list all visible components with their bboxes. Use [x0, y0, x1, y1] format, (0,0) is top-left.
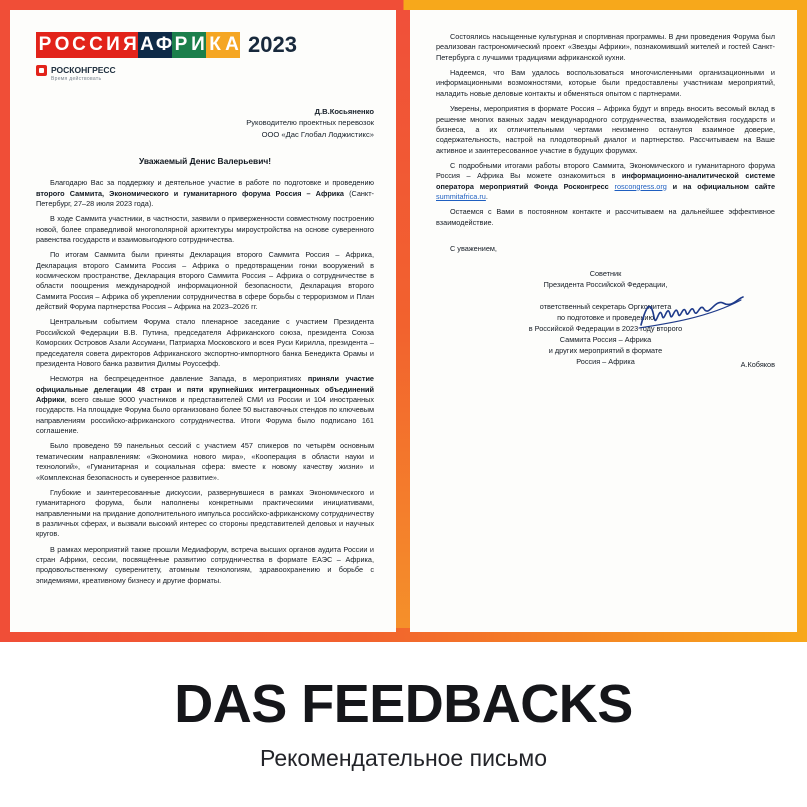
right-page-body: [436, 32, 775, 228]
signatory-title-line: в Российской Федерации в 2023 году второго: [528, 323, 683, 333]
paragraph: [436, 161, 775, 202]
frame-left-bar: [0, 0, 10, 640]
logo-tile: Р: [172, 32, 189, 58]
paragraph: [436, 104, 775, 156]
logo-tile: С: [70, 32, 87, 58]
document-page-left: [10, 10, 396, 632]
addressee-block: [36, 106, 374, 140]
logo-tile: К: [206, 32, 223, 58]
roscongress-name: РОСКОНГРЕСС: [51, 64, 116, 75]
body-text-run: В рамках мероприятий также прошли Медиафорум, встреча высших органов аудита России и стран Африки, сессии, посвящённые развитию сотрудничества в формате ЕАЭС – Африка, продовольственному суверенитету, атомным технологиям, здравоохранению и борьбе с эпидемиями, креативному бизнесу и другие форматы.: [36, 544, 374, 585]
body-text-run: Центральным событием Форума стало пленарное заседание с участием Президента Российской Федерации В.В. Путина, председателя Африканского союза, президента Союза Коморских Островов Азали Ассумани, Патриарха Московского и всея Руси Кирилла, президента – председателя совета директоров Африканского экспортно-импортного банка Бенедикта Орамы и президента Нового банка развития Дилмы Роуссефф.: [36, 317, 374, 368]
paragraph: [436, 68, 775, 99]
roscongress-mark-icon: [36, 65, 47, 76]
logo-year: 2023: [248, 32, 297, 57]
paragraph: [36, 441, 374, 482]
salutation: Уважаемый Денис Валерьевич!: [138, 156, 272, 167]
inline-link[interactable]: roscongress.org: [614, 181, 667, 191]
signatory-title-line: по подготовке и проведению: [557, 312, 654, 322]
paragraph: [36, 214, 374, 245]
body-text-run: Было проведено 59 панельных сессий с участием 457 спикеров по четырём основным тематическим направлениям: «Экономика нового мира», «Кооперация в области науки и технологий», «Гуманитарная и социальная сфера: вместе к новому качеству жизни» и «Комплексная безопасность и суверенное развитие».: [36, 441, 374, 482]
event-logo: [36, 32, 297, 58]
caption-area: [0, 642, 807, 807]
signature-block: [436, 244, 775, 369]
caption-title: DAS FEEDBACKS: [174, 674, 633, 734]
logo-tile: С: [87, 32, 104, 58]
frame-right-bar: [797, 0, 807, 640]
addressee-company: ООО «Дас Глобал Лоджистикс»: [261, 129, 374, 139]
signatory-title-line: Президента Российской Федерации,: [543, 279, 668, 289]
frame-top-bar: [0, 0, 807, 10]
paragraph: [36, 317, 374, 369]
logo-tile: А: [223, 32, 240, 58]
body-text-run: С подробными итогами работы второго Саммита, Экономического и гуманитарного форума Россия – Африка Вы можете ознакомиться в: [436, 160, 775, 181]
logo-tile: Ф: [155, 32, 172, 58]
logo-tile: Р: [36, 32, 53, 58]
body-text-run: Состоялись насыщенные культурная и спортивная программы. В дни проведения Форума был реализован гастрономический проект «Звезды Африки», познакомивший жителей и гостей Санкт-Петербурга с лучшими традициями африканской кухни.: [436, 32, 775, 62]
signatory-title-line: и других мероприятий в формате: [548, 345, 663, 355]
body-text-run: По итогам Саммита были приняты Декларация второго Саммита Россия – Африка, Декларация второго Саммита Россия – Африка о предотвращении гонки вооружений в космическом пространстве, Декларация второго Саммита Россия – Африка о сотрудничестве в области поощрения международной информационной безопасности, Декларация второго Саммита Россия – Африка об укреплении сотрудничества в сфере борьбы с терроризмом и План действий Форума партнерства Россия – Африка на 2023–2026 гг.: [36, 250, 374, 312]
addressee-name: Д.В.Косьяненко: [314, 107, 374, 116]
paragraph: [36, 545, 374, 586]
logo-tile: И: [104, 32, 121, 58]
paragraph: [36, 178, 374, 209]
roscongress-tagline: Время действовать: [51, 76, 102, 82]
signatory-title: [436, 269, 775, 367]
body-text-run: Глубокие и заинтересованные дискуссии, развернувшиеся в рамках Экономического и гуманитарного форума, были наполнены конкретными практическими инициативами, направленными на придание дополнительного импульса российско-африканскому сотрудничеству в различных сферах, и вызвали высокий интерес со стороны представителей деловых и научных кругов.: [36, 487, 374, 539]
paragraph: [436, 207, 775, 228]
emphasis-text: информационно-аналитической системе оператора мероприятий Фонда Росконгресс: [436, 171, 775, 191]
caption-subtitle: Рекомендательное письмо: [259, 745, 548, 771]
emphasis-text: приняли участие официальные делегации 48 стран и пяти крупнейших интеграционных объединений Африки: [36, 374, 374, 404]
emphasis-text: второго Саммита, Экономического и гуманитарного форума Россия – Африка: [36, 188, 344, 198]
paragraph: [36, 250, 374, 312]
body-text-run: Надеемся, что Вам удалось воспользоваться многочисленными организационными и информационными возможностями, которые были предоставлены участникам мероприятий, наладить новые деловые контакты и обменяться опытом с партнерами.: [436, 68, 775, 98]
frame-middle-divider: [396, 10, 410, 640]
roscongress-logo: [36, 65, 297, 76]
inline-link[interactable]: summitafrica.ru: [436, 192, 486, 202]
logo-tile: И: [189, 32, 206, 58]
paragraph: [36, 374, 374, 436]
body-text-run: Уверены, мероприятия в формате Россия – Африка будут и впредь вносить весомый вклад в решение многих важных задач международного сотрудничества, взаимодействия государств и бизнеса, а их отличительными чертами неизменно останутся взаимное доверие, содержательность, настрой на плодотворный диалог и партнерство. Рассчитываем на Ваше активное и заинтересованное участие в будущих форумах.: [436, 104, 775, 155]
body-text-run: Несмотря на беспрецедентное давление Запада, в мероприятиях: [50, 374, 308, 384]
signatory-title-line: [436, 291, 775, 302]
logo-tiles: [36, 32, 240, 58]
logo-tile: Я: [121, 32, 138, 58]
body-text-run: В ходе Саммита участники, в частности, заявили о приверженности совместному построению новой, более справедливой многополярной архитектуры мироустройства на основе суверенного равенства государств и взаимовыгодного сотрудничества.: [36, 214, 374, 244]
document-page-right: [410, 10, 797, 632]
body-text-run: (Санкт-Петербург, 27–28 июля 2023 года).: [36, 188, 374, 208]
logo-tile: О: [53, 32, 70, 58]
signatory-title-line: Советник: [589, 269, 622, 279]
paragraph: [36, 488, 374, 540]
paragraph: [436, 32, 775, 63]
body-text-run: , всего свыше 9000 участников и представителей СМИ из России и 104 иностранных государств. На площадке Форума было организовано более 50 выставочных стендов по ключевым направлениям российско-африканского сотрудничества. Итоги Форума было подписано 161 соглашение.: [36, 395, 374, 436]
left-page-body: [36, 178, 374, 586]
body-text-run: .: [485, 192, 488, 202]
body-text-run: Остаемся с Вами в постоянном контакте и рассчитываем на дальнейшее эффективное взаимодействие.: [436, 207, 775, 227]
closing-phrase: С уважением,: [450, 244, 497, 254]
emphasis-text: и на официальном сайте: [666, 181, 776, 191]
signatory-title-line: Саммита Россия – Африка: [559, 334, 652, 344]
signer-name: А.Кобяков: [740, 360, 775, 370]
letterhead: [36, 32, 374, 82]
addressee-position: Руководителю проектных перевозок: [246, 118, 374, 128]
signatory-title-line: ответственный секретарь Оргкомитета: [539, 301, 672, 311]
signatory-title-line: Россия – Африка: [576, 356, 635, 366]
logo-tile: А: [138, 32, 155, 58]
body-text-run: Благодарю Вас за поддержку и деятельное участие в работе по подготовке и проведению: [50, 178, 374, 188]
